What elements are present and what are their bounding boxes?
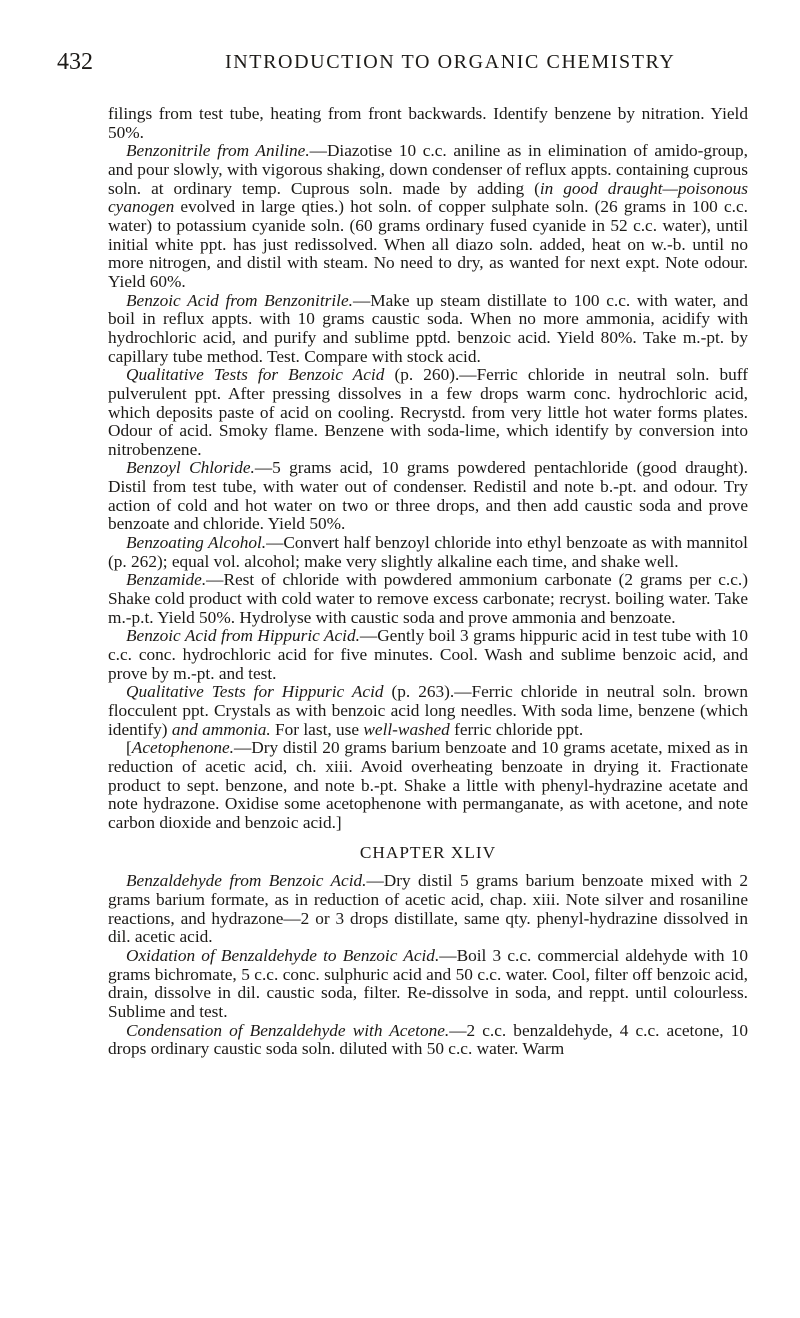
page-header <box>57 47 747 77</box>
paragraph-title: Oxidation of Benzaldehyde to Benzoic Acid. <box>126 945 440 965</box>
paragraph-oxidation <box>108 947 748 1022</box>
chapter-heading: CHAPTER XLIV <box>359 842 497 862</box>
paragraph-qualitative-hippuric <box>108 683 748 739</box>
paragraph-text: —Dry distil 20 grams barium benzoate and 10 grams acetate, mixed as in reduction of acetic acid, ch. xiii. Avoid overheating benzoate in drying it. Fractionate product to sept. benzone, and note b.-pt. Shake a little with phenyl-hydrazine acetate and note hydrazone. Oxidise some acetophenone with permanganate, as with acetone, and note carbon dioxide and benzoic acid.] <box>108 738 748 832</box>
paragraph-text: ferric chloride ppt. <box>449 719 584 739</box>
paragraph-title: Qualitative Tests for Benzoic Acid <box>126 365 385 385</box>
paragraph-text: For last, use <box>270 719 364 739</box>
paragraph-text: (p. 260).—Ferric chloride in neutral soln. buff pulverulent ppt. After pressing dissolves in a few drops warm conc. hydrochloric acid, which deposits paste of acid on cooling. Recrystd. from very little hot water forms plates. Odour of acid. Smoky flame. Benzene with soda-lime, which identify by conversion into nitrobenzene. <box>108 365 749 459</box>
page-body <box>108 105 748 1059</box>
paragraph-benzoating-alcohol <box>108 534 748 571</box>
paragraph-title: Benzaldehyde from Benzoic Acid. <box>126 871 367 891</box>
paragraph-benzoyl-chloride <box>108 459 748 534</box>
paragraph-text: —Dry distil 5 grams barium benzoate mixed with 2 grams barium formate, as in reduction of acetic acid, chap. xiii. Note silver and rosaniline reactions, and hydrazone—2 or 3 drops distillate, same qty. phenyl-hydrazine dissolved in dil. acetic acid. <box>108 871 748 947</box>
paragraph-title: Qualitative Tests for Hippuric Acid <box>126 682 384 702</box>
paragraph-title: Benzoating Alcohol. <box>126 533 267 553</box>
paragraph-title: Benzoic Acid from Hippuric Acid. <box>126 626 360 646</box>
paragraph-title: Acetophenone. <box>131 738 234 758</box>
paragraph-benzamide <box>108 571 748 627</box>
running-head: INTRODUCTION TO ORGANIC CHEMISTRY <box>225 51 676 73</box>
paragraph-text: —5 grams acid, 10 grams powdered pentachloride (good draught). Distil from test tube, with water out of condenser. Redistil and note b.-pt. and odour. Try action of cold and hot water on two or three drops, and then add caustic soda and prove benzoate and chloride. Yield 50%. <box>108 458 748 534</box>
paragraph-qualitative-benzoic <box>108 366 748 459</box>
paragraph-text: —Boil 3 c.c. commercial aldehyde with 10 grams bichromate, 5 c.c. conc. sulphuric acid and 50 c.c. water. Cool, filter off benzoic acid, drain, dissolve in dil. caustic soda, filter. Re-dissolve in soda, and reppt. until colourless. Sublime and test. <box>108 945 748 1021</box>
paragraph-condensation <box>108 1022 748 1059</box>
paragraph-benzaldehyde <box>108 872 748 947</box>
paragraph-hippuric <box>108 627 748 683</box>
paragraph-text: —Gently boil 3 grams hippuric acid in test tube with 10 c.c. conc. hydrochloric acid for five minutes. Cool. Wash and sublime benzoic acid, and prove by m.-pt. and test. <box>108 626 748 683</box>
paragraph-benzonitrile <box>108 142 748 291</box>
paragraph-text: filings from test tube, heating from front backwards. Identify benzene by nitration. Yield 50%. <box>108 104 748 142</box>
paragraph-text: —Convert half benzoyl chloride into ethyl benzoate as with mannitol (p. 262); equal vol. alcohol; make very slightly alkaline each time, and shake well. <box>108 533 748 571</box>
paragraph-text: (p. 263).—Ferric chloride in neutral soln. brown flocculent ppt. Crystals as with benzoic acid long needles. With soda lime, benzene (which identify) <box>108 682 748 739</box>
paragraph-text: —Make up steam distillate to 100 c.c. with water, and boil in reflux appts. with 10 grams caustic soda. When no more ammonia, acidify with hydrochloric acid, and purify and sublime pptd. benzoic acid. Yield 80%. Take m.-pt. by capillary tube method. Test. Compare with stock acid. <box>108 290 749 366</box>
paragraph-emphasis: well-washed <box>363 719 450 739</box>
paragraph-title: Benzonitrile from Aniline. <box>126 141 310 161</box>
paragraph-text: —Rest of chloride with powdered ammonium carbonate (2 grams per c.c.) Shake cold product with cold water to remove excess carbonate; recryst. boiling water. Take m.-p.t. Yield 50%. Hydrolyse with caustic soda and prove ammonia and benzoate. <box>108 570 748 627</box>
paragraph-emphasis: and ammonia. <box>171 719 271 739</box>
paragraph-emphasis: in good draught—poisonous cyanogen <box>108 178 748 217</box>
paragraph-title: Benzamide. <box>126 570 207 590</box>
paragraph-text: —2 c.c. benzaldehyde, 4 c.c. acetone, 10 drops ordinary caustic soda soln. diluted with 50 c.c. water. Warm <box>108 1020 748 1059</box>
paragraph-title: Condensation of Benzaldehyde with Acetone. <box>126 1020 450 1040</box>
paragraph-text: evolved in large qties.) hot soln. of copper sulphate soln. (26 grams in 100 c.c. water) to potassium cyanide soln. (60 grams ordinary fused cyanide in 52 c.c. water), until initial white ppt. has just redissolved. When all diazo soln. added, heat on w.-b. until no more nitrogen, and distil with steam. No need to dry, as wanted for next expt. Note odour. Yield 60%. <box>108 197 748 291</box>
paragraph-continuation <box>108 105 748 142</box>
paragraph-title: Benzoyl Chloride. <box>126 458 255 478</box>
paragraph-text: —Diazotise 10 c.c. aniline as in elimination of amido-group, and pour slowly, with vigorous shaking, down condenser of reflux appts. containing cuprous soln. at ordinary temp. Cuprous soln. made by adding ( <box>108 141 748 198</box>
paragraph-benzoic-acid <box>108 292 748 367</box>
bracket-open: [ <box>126 738 132 758</box>
page-number: 432 <box>57 49 93 75</box>
paragraph-acetophenone <box>108 739 748 832</box>
paragraph-title: Benzoic Acid from Benzonitrile. <box>126 290 353 310</box>
